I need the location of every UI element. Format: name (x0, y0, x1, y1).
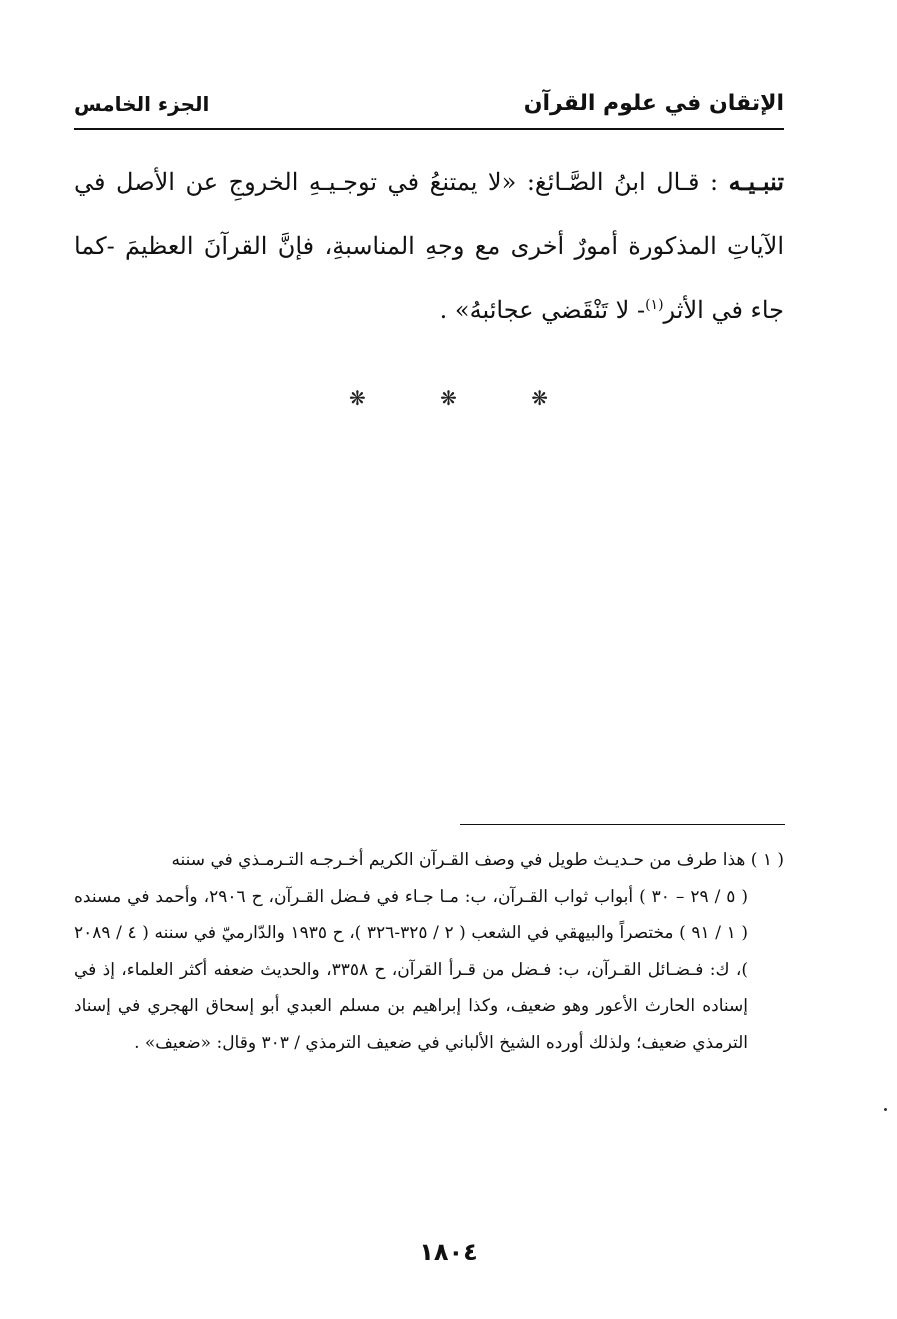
margin-dot (884, 1108, 887, 1111)
footnote-reference[interactable]: (١) (645, 297, 664, 313)
running-header (74, 86, 784, 130)
footnote-continuation: ( ٥ / ٢٩ – ٣٠ ) أبواب ثواب القـرآن، ب: مـا جـاء في فـضل القـرآن، ح ٢٩٠٦، وأحمد في مسنده ( ١ / ٩١ ) مختصراً والبيهقي في الشعب ( ٢ / ٣٢٥-٣٢٦ )، ح ١٩٣٥ والدّارميّ في سننه ( ٤ / ٢٠٨٩ )، ك: فـضـائل القـرآن، ب: فـضل من قـرأ القرآن، ح ٣٣٥٨، والحديث ضعفه أكثر العلماء، إذ في إسناده الحارث الأعور وهو ضعيف، وكذا إبراهيم بن مسلم العبدي أبو إسحاق الهجري في إسناد الترمذي ضعيف؛ ولذلك أورده الشيخ الألباني في ضعيف الترمذي / ٣٠٣ وقال: «ضعيف» . (74, 886, 748, 1053)
header-rule (74, 128, 784, 130)
volume-label: الجزء الخامس (74, 92, 210, 116)
footnote-first-line-text: هذا طرف من حـديـث طويل في وصف القـرآن الكريم أخـرجـه التـرمـذي في سننه (171, 850, 746, 870)
footnote-rule (460, 824, 785, 825)
footnote-number: ( ١ ) (750, 850, 784, 870)
note-heading: تنبـيـه (728, 167, 784, 196)
paragraph-text-1: : قـال ابنُ الصَّـائغ: «لا يمتنعُ في توجـيـهِ الخروجِ عن الأصل في الآياتِ المذكورة أمورٌ أخرى مع وجهِ المناسبةِ، فإنَّ القرآنَ العظيمَ -كما جاء في الأثر (74, 168, 784, 324)
book-title: الإتقان في علوم القرآن (523, 91, 784, 116)
section-separator: ❋ ❋ ❋ (349, 386, 582, 410)
page-number: ١٨٠٤ (419, 1238, 478, 1266)
footnote-first-line (74, 842, 784, 879)
paragraph-text-2: - لا تَنْقَضي عجائبهُ» . (439, 296, 646, 324)
main-paragraph (74, 150, 784, 342)
footnotes (74, 842, 784, 1062)
footnote-1 (74, 842, 784, 1062)
